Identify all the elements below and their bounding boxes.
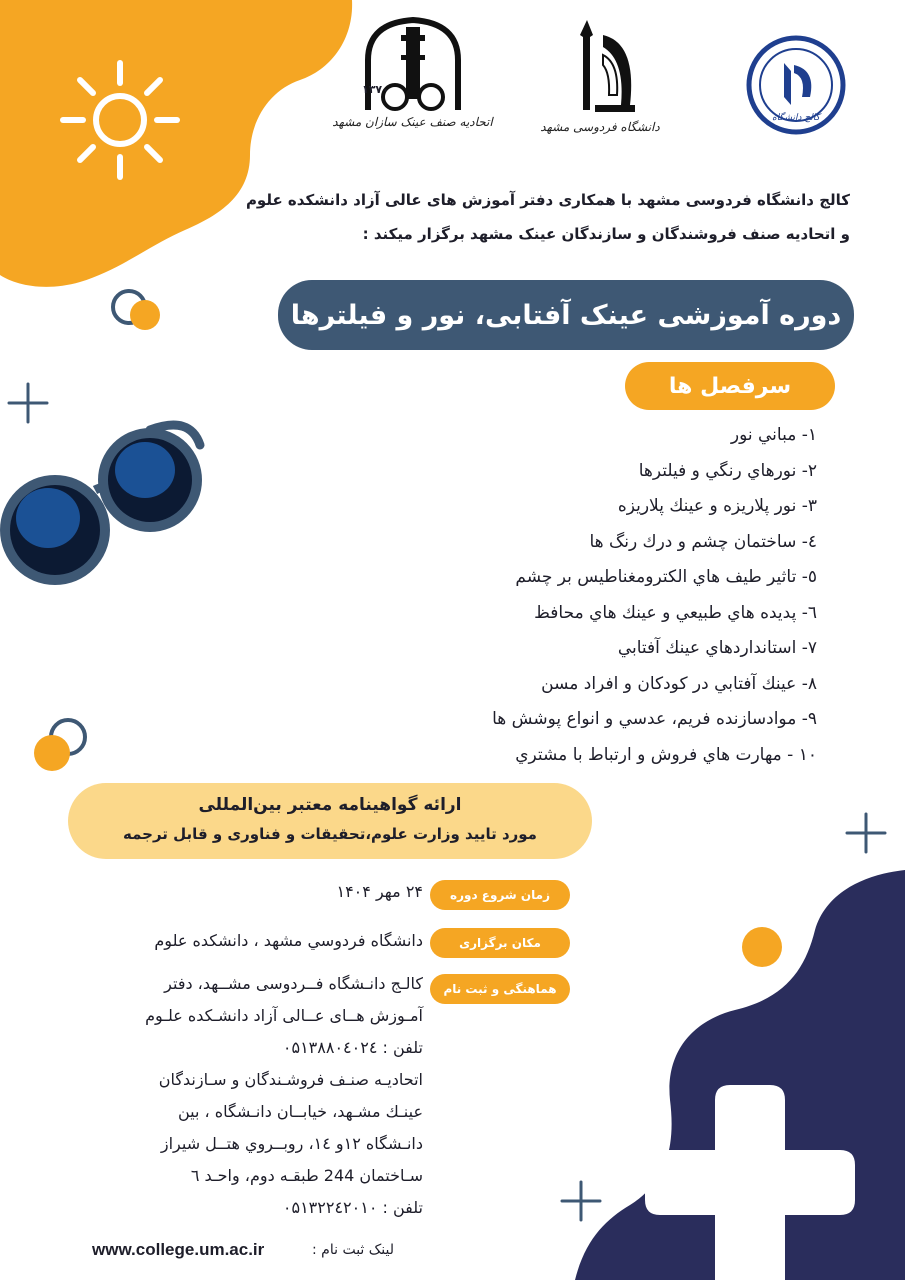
intro-line-2: و اتحادیه صنف فروشندگان و سازندگان عینک مشهد برگزار میکند :: [362, 225, 850, 243]
list-item: ۱- مباني نور: [730, 425, 817, 445]
coordination-line: اتحاديـه صنـف فروشـندگان و سـازندگان: [158, 1070, 423, 1089]
coordination-line: عينـك مشـهد، خيابــان دانـشگاه ، بين: [177, 1102, 423, 1121]
pen-logo-icon: [555, 15, 645, 120]
optics-union-logo-caption: اتحادیه صنف عینک سازان مشهد: [332, 115, 493, 129]
list-item: ٤- ساختمان چشم و درك رنگ ها: [589, 531, 817, 552]
cross-icon: [620, 1085, 880, 1280]
topics-heading: سرفصل ها: [625, 362, 835, 410]
coordination-details: [145, 968, 423, 1224]
certificate-line-1: ارائه گواهینامه معتبر بین‌المللی: [198, 795, 462, 815]
list-item: ۸- عينك آفتابي در كودكان و افراد مسن: [541, 673, 817, 694]
sunglasses-icon: [0, 410, 230, 620]
list-item: ٥- تاثير طيف هاي الكترومغناطيس بر چشم: [515, 567, 817, 587]
certificate-banner: [68, 783, 592, 859]
intro-text: [246, 183, 850, 251]
intro-line-1: کالج دانشگاه فردوسی مشهد با همکاری دفتر آموزش های عالی آزاد دانشکده علوم: [245, 191, 850, 209]
list-item: ۷- استانداردهاي عينك آفتابي: [617, 638, 817, 658]
list-item: ۲- نورهاي رنگي و فيلترها: [638, 460, 817, 481]
plus-icon: [843, 810, 889, 856]
optics-union-seal-text: ۱۳۷۰: [362, 83, 389, 96]
course-title: دوره آموزشی عینک آفتابی، نور و فیلترها: [278, 280, 854, 350]
coordination-tag: هماهنگی و ثبت نام: [430, 974, 570, 1004]
ring-dot-icon: [105, 285, 165, 335]
coordination-line: آمـوزش هــای عــالی آزاد دانشـكده علـوم: [145, 1006, 423, 1025]
list-item: ۱۰ - مهارت هاي فروش و ارتباط با مشتري: [515, 744, 817, 765]
start-date-value: ۲۴ مهر ۱۴۰۴: [336, 882, 423, 901]
plus-icon: [558, 1178, 604, 1224]
ferdowsi-logo: [540, 15, 660, 134]
ring-dot-icon: [712, 925, 792, 995]
college-logo: [742, 35, 850, 135]
coordination-line: دانـشگاه ۱۲و ۱٤، روبــروي هتــل شيراز: [160, 1134, 423, 1153]
venue-tag: مکان برگزاری: [430, 928, 570, 958]
optics-union-logo-icon: [353, 15, 473, 115]
certificate-line-2: مورد تایید وزارت علوم،تحقیقات و فناوری و قابل ترجمه: [123, 825, 537, 843]
coordination-line: كالـج دانـشگاه فــردوسی مشــهد، دفتر: [164, 974, 423, 993]
coordination-line: سـاختمان 244 طبقـه دوم، واحـد ٦: [190, 1166, 423, 1185]
list-item: ٦- پديده هاي طبيعي و عينك هاي محافظ: [534, 602, 817, 623]
ring-dot-icon: [30, 715, 95, 775]
college-logo-caption: کالج دانشگاه: [772, 113, 820, 123]
topics-list: [492, 418, 817, 773]
ferdowsi-logo-caption: دانشگاه فردوسی مشهد: [540, 120, 660, 134]
venue-value: دانشگاه فردوسي مشهد ، دانشكده علوم: [154, 931, 423, 950]
start-date-tag: زمان شروع دوره: [430, 880, 570, 910]
registration-label: لینک ثبت نام :: [312, 1242, 395, 1258]
list-item: ۳- نور پلاريزه و عينك پلاريزه: [617, 496, 817, 516]
coordination-line: تلفن : ۰۵۱۳۸۸۰٤۰۲٤: [282, 1038, 423, 1057]
registration-link[interactable]: www.college.um.ac.ir: [92, 1240, 265, 1259]
list-item: ۹- موادسازنده فريم، عدسي و انواع پوشش ها: [492, 709, 817, 729]
coordination-line: تلفن : ۰۵۱۳۲۲٤۲۰۱۰: [282, 1198, 423, 1217]
optics-union-logo: [332, 15, 493, 129]
sun-icon: [55, 55, 185, 185]
